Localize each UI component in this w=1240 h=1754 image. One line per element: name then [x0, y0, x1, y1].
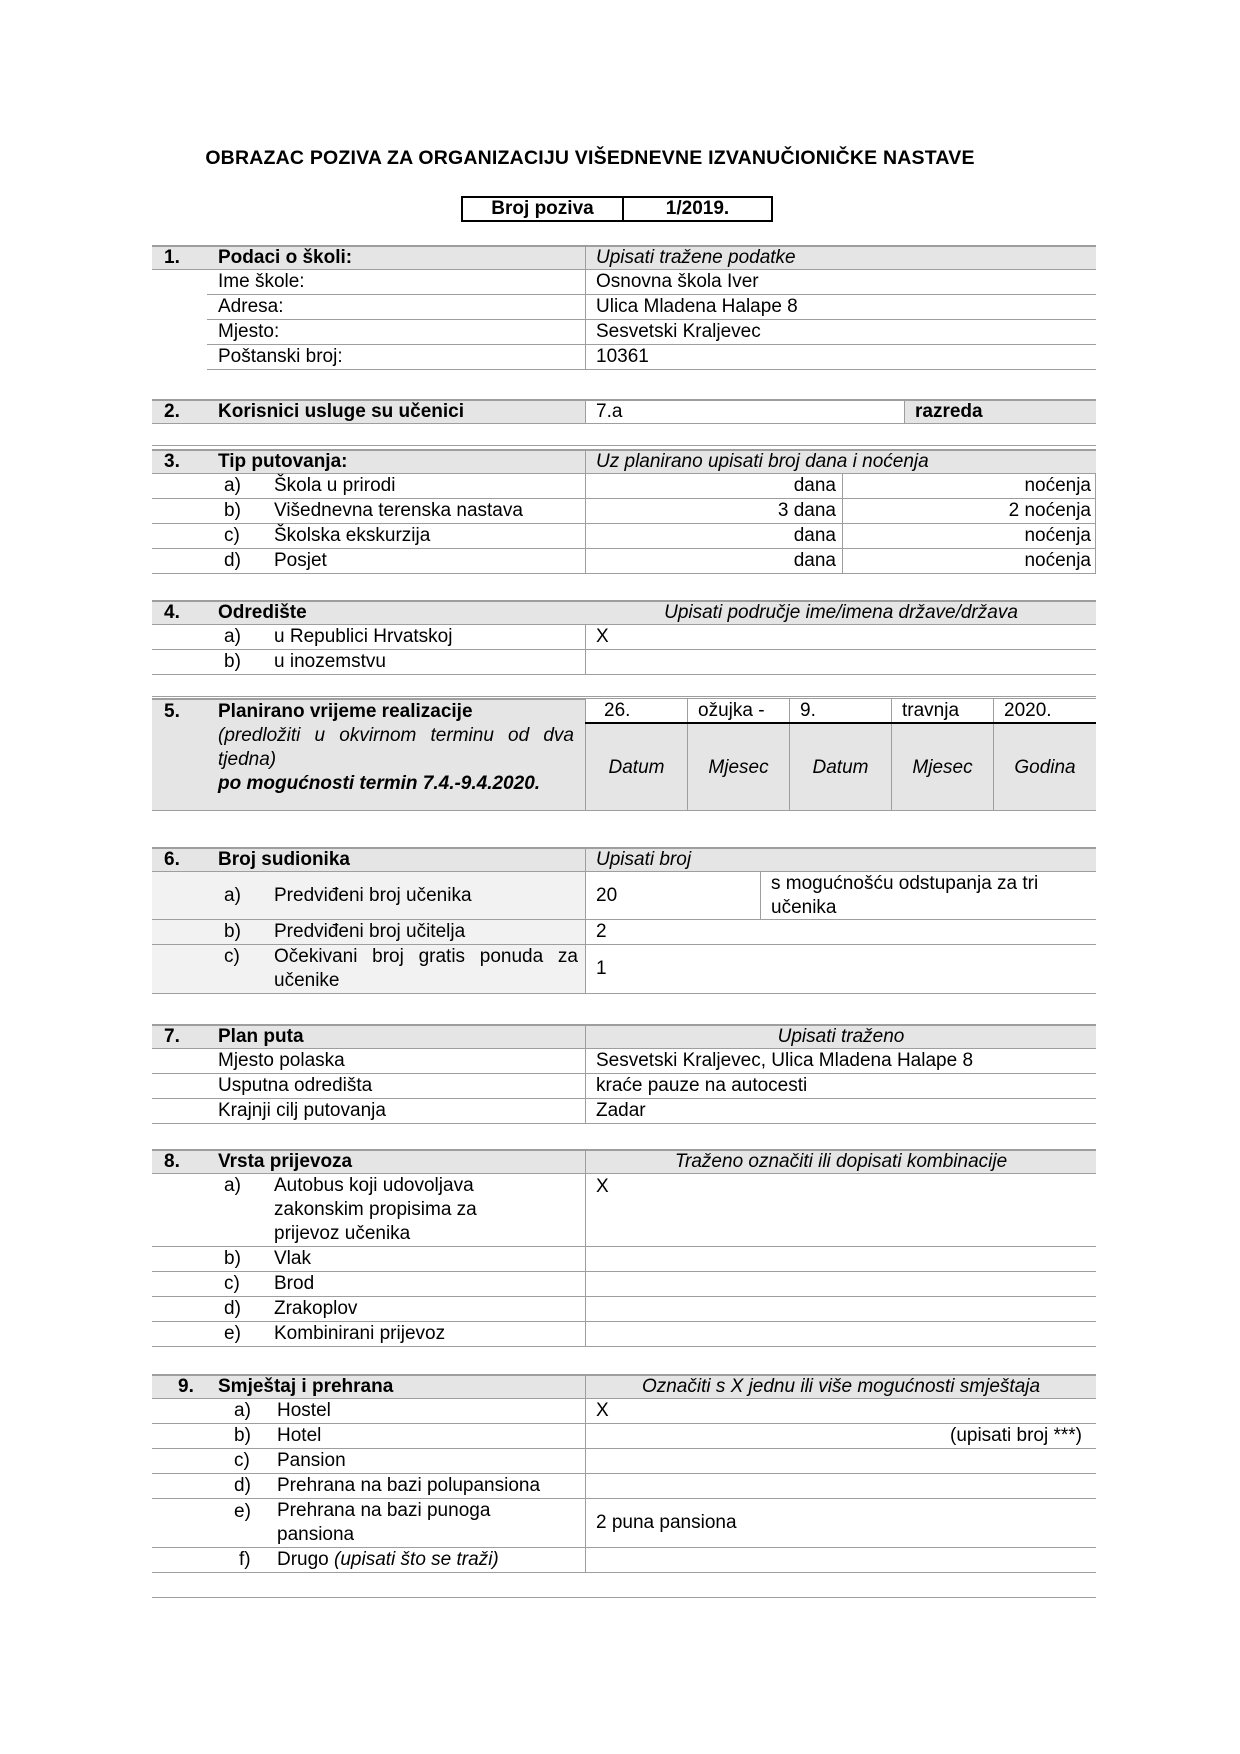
- field-label: Poštanski broj:: [218, 346, 343, 367]
- option-label: u Republici Hrvatskoj: [274, 626, 453, 647]
- section-title: Korisnici usluge su učenici: [218, 401, 465, 422]
- section-note: (predložiti u okvirnom terminu od dva tjedna): [218, 725, 574, 770]
- option-letter: b): [224, 921, 241, 942]
- month-label: Mjesec: [687, 724, 789, 811]
- days-field[interactable]: dana: [793, 475, 836, 496]
- section-title: Planirano vrijeme realizacije: [218, 701, 473, 722]
- section-hint: Traženo označiti ili dopisati kombinacije: [674, 1151, 1008, 1172]
- option-label: Autobus koji udovoljava zakonskim propisima za prijevoz učenika: [274, 1175, 477, 1244]
- final-destination-field[interactable]: Zadar: [596, 1100, 646, 1121]
- section-6: [152, 847, 1096, 994]
- document-title: OBRAZAC POZIVA ZA ORGANIZACIJU VIŠEDNEVNE IZVANUČIONIČKE NASTAVE: [205, 147, 975, 169]
- month-label: Mjesec: [891, 724, 993, 811]
- section-hint: Upisati područje ime/imena države/država: [664, 602, 1018, 623]
- section-number: 9.: [178, 1376, 194, 1397]
- teachers-count-field[interactable]: 2: [596, 921, 607, 942]
- section-3: [152, 449, 1096, 574]
- option-label-note: (upisati što se traži): [334, 1549, 499, 1570]
- nights-field[interactable]: noćenja: [1024, 525, 1091, 546]
- option-letter: b): [224, 1248, 241, 1269]
- section-number: 1.: [164, 247, 180, 268]
- section-number: 6.: [164, 849, 180, 870]
- option-letter: f): [239, 1549, 251, 1570]
- option-letter: d): [224, 1298, 241, 1319]
- section-hint: Upisati tražene podatke: [596, 247, 796, 268]
- option-label: u inozemstvu: [274, 651, 386, 672]
- gratis-offers-field[interactable]: 1: [596, 958, 607, 979]
- option-letter: b): [234, 1425, 251, 1446]
- option-letter: a): [224, 884, 241, 906]
- section-hint: Uz planirano upisati broj dana i noćenja: [596, 451, 929, 472]
- year-label: Godina: [993, 724, 1096, 811]
- broj-poziva-box: [461, 196, 773, 222]
- section-title: Vrsta prijevoza: [218, 1151, 353, 1172]
- section-number: 3.: [164, 451, 180, 472]
- nights-field[interactable]: 2 noćenja: [1008, 500, 1091, 521]
- section-number: 7.: [164, 1026, 180, 1047]
- option-letter: a): [234, 1400, 251, 1421]
- option-label: Predviđeni broj učitelja: [274, 921, 466, 942]
- days-field[interactable]: dana: [793, 550, 836, 571]
- days-field[interactable]: dana: [793, 525, 836, 546]
- section-hint: Upisati broj: [596, 849, 692, 870]
- option-label: Pansion: [277, 1450, 346, 1471]
- start-month-value[interactable]: ožujka -: [687, 699, 789, 722]
- field-label: Ime škole:: [218, 271, 305, 292]
- departure-place-field[interactable]: Sesvetski Kraljevec, Ulica Mladena Halape 8: [596, 1050, 974, 1071]
- section-number: 4.: [164, 602, 180, 623]
- option-letter: a): [224, 626, 241, 647]
- option-label: Prehrana na bazi punoga pansiona: [277, 1500, 491, 1545]
- option-label: Hostel: [277, 1400, 331, 1421]
- end-day-value[interactable]: 9.: [789, 699, 891, 722]
- end-month-value[interactable]: travnja: [891, 699, 993, 722]
- address-value[interactable]: Ulica Mladena Halape 8: [596, 296, 798, 317]
- section-9: [152, 1374, 1096, 1598]
- date-label: Datum: [585, 724, 687, 811]
- students-count-note: s mogućnošću odstupanja za tri učenika: [771, 872, 1039, 918]
- field-label: Mjesto polaska: [218, 1050, 345, 1071]
- option-label: Škola u prirodi: [274, 475, 396, 496]
- option-letter: d): [224, 550, 241, 571]
- destination-croatia-field[interactable]: X: [596, 626, 609, 647]
- option-letter: a): [224, 1175, 241, 1196]
- option-letter: a): [224, 475, 241, 496]
- section-note-term: po mogućnosti termin 7.4.-9.4.2020.: [218, 773, 541, 794]
- option-letter: b): [224, 651, 241, 672]
- option-label: Hotel: [277, 1425, 322, 1446]
- hotel-field[interactable]: (upisati broj ***): [950, 1425, 1082, 1446]
- section-hint: Upisati traženo: [777, 1026, 905, 1047]
- full-board-field[interactable]: 2 puna pansiona: [596, 1512, 737, 1533]
- option-letter: e): [224, 1323, 241, 1344]
- option-label: Školska ekskurzija: [274, 525, 431, 546]
- broj-poziva-label: Broj poziva: [463, 198, 624, 220]
- field-label: Usputna odredišta: [218, 1075, 373, 1096]
- class-value[interactable]: 7.a: [596, 401, 623, 422]
- section-title: Smještaj i prehrana: [218, 1376, 394, 1397]
- broj-poziva-value[interactable]: 1/2019.: [665, 198, 730, 219]
- option-letter: e): [234, 1501, 251, 1522]
- option-label: Očekivani broj gratis ponuda za učenike: [274, 946, 578, 991]
- section-5: [152, 698, 1096, 810]
- students-count-field[interactable]: 20: [596, 884, 618, 906]
- option-label: Prehrana na bazi polupansiona: [277, 1475, 541, 1496]
- bus-field[interactable]: X: [596, 1176, 609, 1197]
- class-suffix: razreda: [915, 401, 983, 422]
- nights-field[interactable]: noćenja: [1024, 550, 1091, 571]
- section-title: Plan puta: [218, 1026, 304, 1047]
- field-label: Adresa:: [218, 296, 284, 317]
- date-label: Datum: [789, 724, 891, 811]
- option-letter: c): [224, 525, 240, 546]
- option-label: Višednevna terenska nastava: [274, 500, 523, 521]
- postal-code-value[interactable]: 10361: [596, 346, 649, 367]
- option-label: Zrakoplov: [274, 1298, 358, 1319]
- section-title: Broj sudionika: [218, 849, 350, 870]
- start-day-value[interactable]: 26.: [585, 699, 687, 722]
- field-label: Mjesto:: [218, 321, 280, 342]
- option-letter: d): [234, 1475, 251, 1496]
- section-8: [152, 1149, 1096, 1347]
- section-number: 8.: [164, 1151, 180, 1172]
- year-value[interactable]: 2020.: [993, 699, 1096, 722]
- section-1: [152, 245, 1096, 370]
- nights-field[interactable]: noćenja: [1024, 475, 1091, 496]
- section-hint: Označiti s X jednu ili više mogućnosti smještaja: [641, 1376, 1041, 1397]
- section-number: 2.: [164, 401, 180, 422]
- option-letter: b): [224, 500, 241, 521]
- option-label: Brod: [274, 1273, 315, 1294]
- option-label: Posjet: [274, 550, 327, 571]
- option-letter: c): [234, 1450, 250, 1471]
- section-title: Tip putovanja:: [218, 451, 348, 472]
- option-letter: c): [224, 946, 240, 967]
- stopovers-field[interactable]: kraće pauze na autocesti: [596, 1075, 808, 1096]
- section-4: [152, 600, 1096, 697]
- days-field[interactable]: 3 dana: [777, 500, 836, 521]
- option-label: Vlak: [274, 1248, 311, 1269]
- city-value[interactable]: Sesvetski Kraljevec: [596, 321, 761, 342]
- option-label: Drugo: [277, 1549, 329, 1570]
- school-name-value[interactable]: Osnovna škola Iver: [596, 271, 759, 292]
- section-title: Podaci o školi:: [218, 247, 353, 268]
- option-label: Predviđeni broj učenika: [274, 884, 472, 906]
- option-letter: c): [224, 1273, 240, 1294]
- hostel-field[interactable]: X: [596, 1400, 609, 1421]
- option-label: Kombinirani prijevoz: [274, 1323, 446, 1344]
- field-label: Krajnji cilj putovanja: [218, 1100, 386, 1121]
- section-number: 5.: [164, 701, 180, 722]
- section-7: [152, 1024, 1096, 1124]
- section-title: Odredište: [218, 602, 307, 623]
- section-2: [152, 399, 1096, 446]
